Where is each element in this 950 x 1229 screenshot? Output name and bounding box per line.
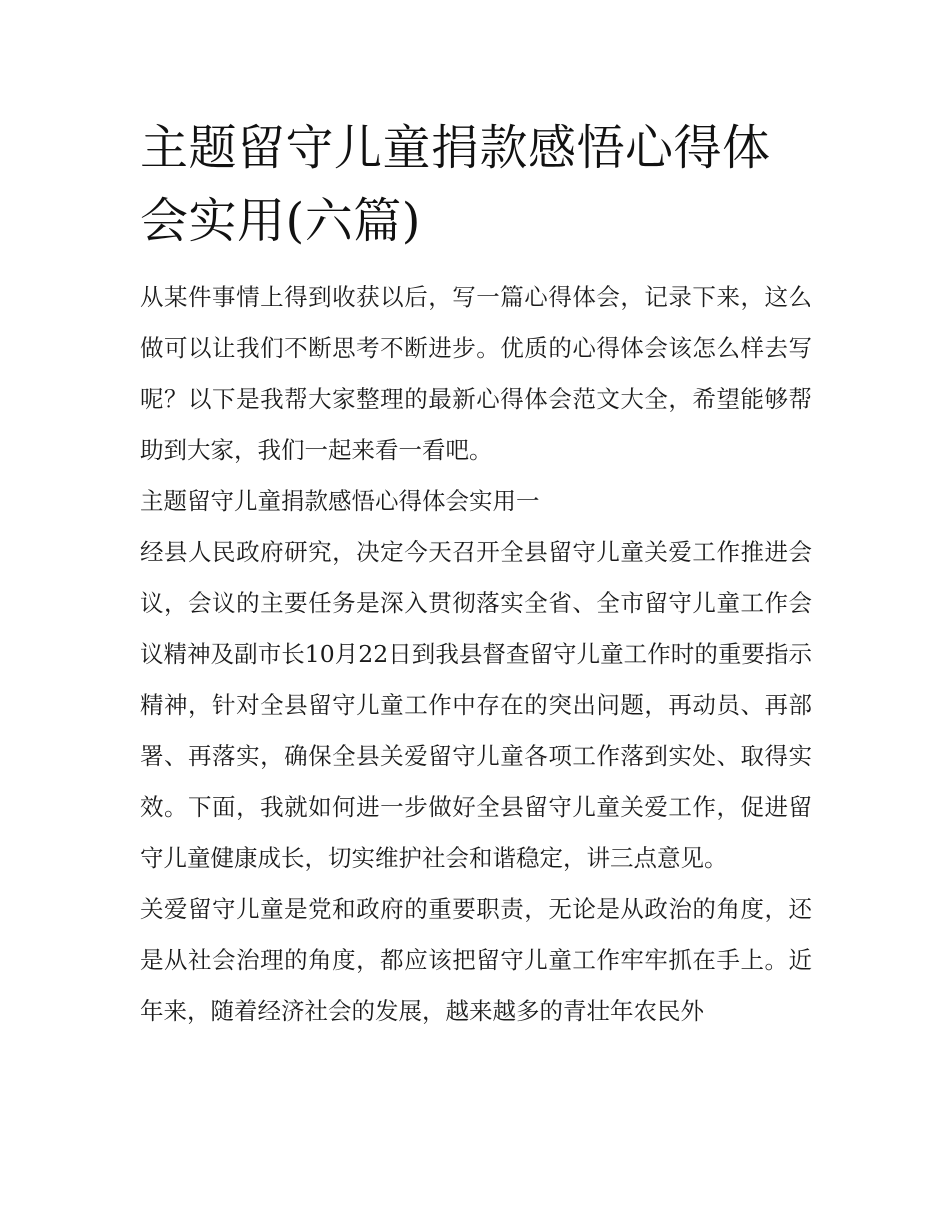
document-title: 主题留守儿童捐款感悟心得体会实用(六篇) xyxy=(140,120,771,249)
intro-paragraph: 从某件事情上得到收获以后，写一篇心得体会，记录下来，这么做可以让我们不断思考不断进步。优质的心得体会该怎么样去写呢？以下是我帮大家整理的最新心得体会范文大全，希望能够帮助到大家，我们一起来看一看吧。 xyxy=(140,283,812,464)
body-paragraph-2: 关爱留守儿童是党和政府的重要职责，无论是从政治的角度，还是从社会治理的角度，都应该把留守儿童工作牢牢抓在手上。近年来，随着经济社会的发展，越来越多的青壮年农民外 xyxy=(140,895,812,1025)
document-page xyxy=(140,112,812,1037)
section-heading: 主题留守儿童捐款感悟心得体会实用一 xyxy=(140,487,540,515)
body-paragraph-1: 经县人民政府研究，决定今天召开全县留守儿童关爱工作推进会议，会议的主要任务是深入贯彻落实全省、全市留守儿童工作会议精神及副市长10月22日到我县督查留守儿童工作时的重要指示精神，针对全县留守儿童工作中存在的突出问题，再动员、再部署、再落实，确保全县关爱留守儿童各项工作落到实处、取得实效。下面，我就如何进一步做好全县留守儿童关爱工作，促进留守儿童健康成长，切实维护社会和谐稳定，讲三点意见。 xyxy=(140,538,812,872)
